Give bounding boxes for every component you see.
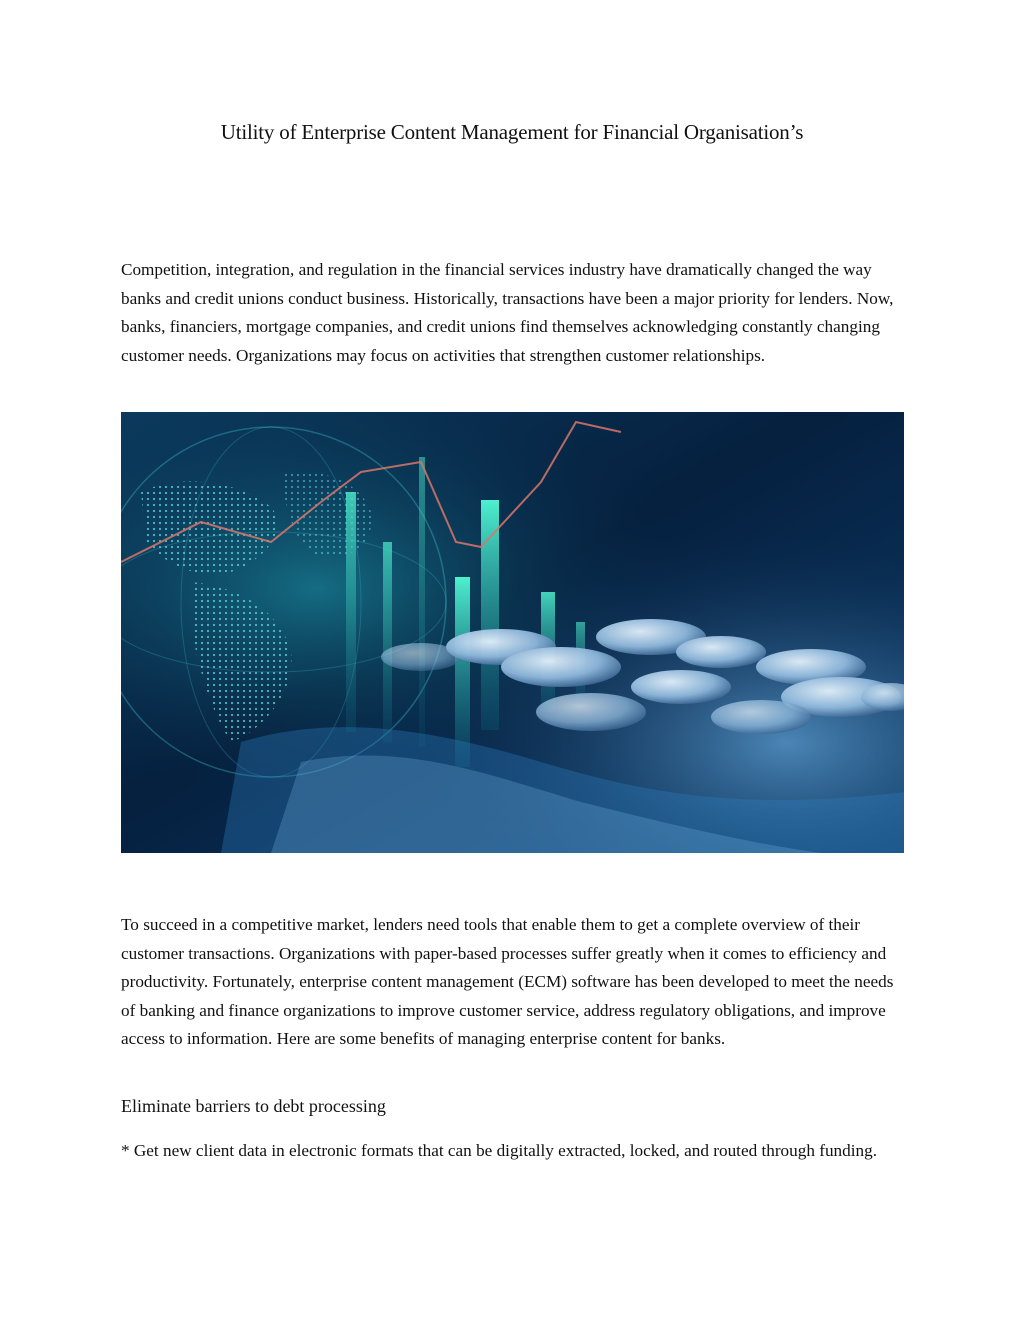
finance-globe-coins-image xyxy=(121,412,904,853)
page-title: Utility of Enterprise Content Management for Financial Organisation’s xyxy=(220,120,804,144)
section-heading: Eliminate barriers to debt processing xyxy=(121,1096,386,1116)
bullet-item: * Get new client data in electronic formats that can be digitally extracted, locked, and routed through funding. xyxy=(121,1141,877,1160)
ecm-paragraph: To succeed in a competitive market, lenders need tools that enable them to get a complete overview of their customer transactions. Organizations with paper-based processes suffer greatly when it comes to efficiency and productivity. Fortunately, enterprise content management (ECM) software has been developed to meet the needs of banking and finance organizations to improve customer service, address regulatory obligations, and improve access to information. Here are some benefits of managing enterprise content for banks. xyxy=(121,915,894,1048)
intro-paragraph: Competition, integration, and regulation in the financial services industry have dramatically changed the way banks and credit unions conduct business. Historically, transactions have been a major priority for lenders. Now, banks, financiers, mortgage companies, and credit unions find themselves acknowledging constantly changing customer needs. Organizations may focus on activities that strengthen customer relationships. xyxy=(121,260,894,365)
